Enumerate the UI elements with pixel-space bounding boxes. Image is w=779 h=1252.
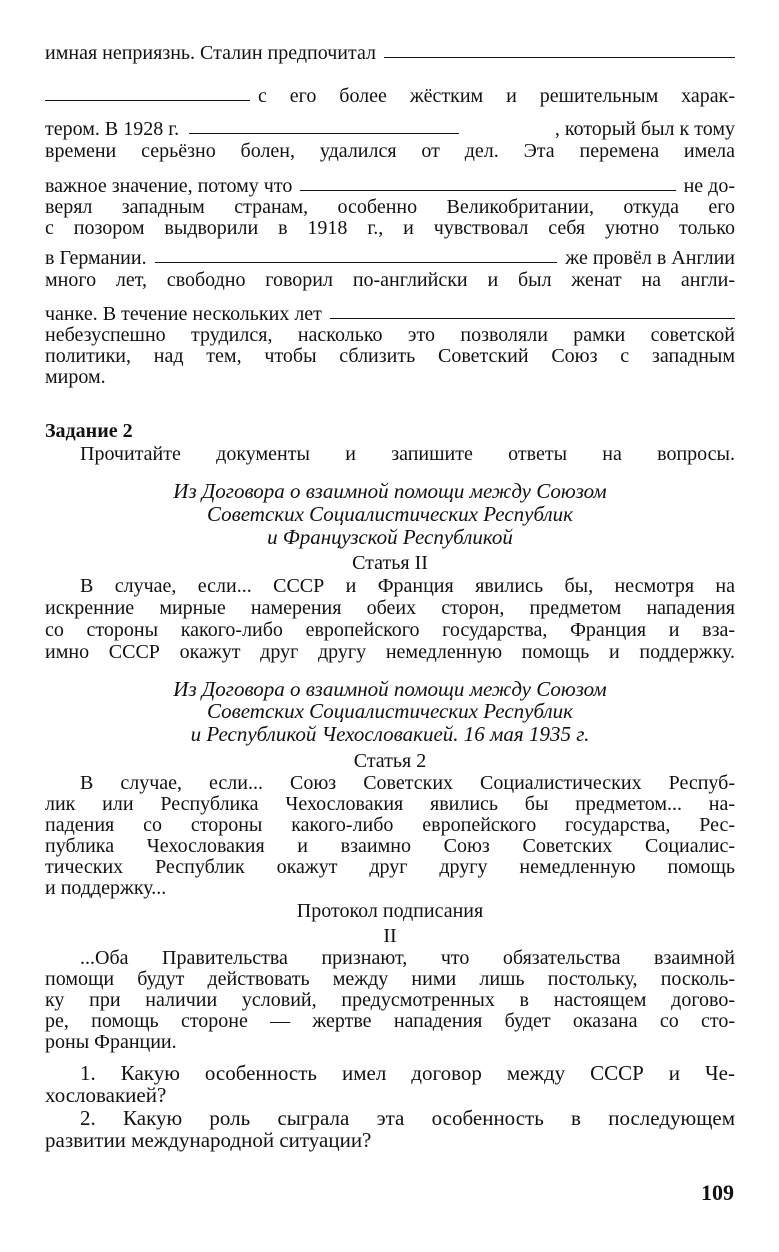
text-line: с позором выдворили в 1918 г., и чувствовал себя уютно только — [45, 217, 735, 239]
doc-heading: и Французской Республикой — [267, 525, 513, 549]
text-line: ре, помощь стороне — жертве нападения будет оказана со сто- — [45, 1010, 735, 1032]
text: же провёл в Англии — [565, 247, 735, 269]
question: 2. Какую роль сыграла эта особенность в последующем — [80, 1106, 735, 1130]
text-line: времени серьёзно болен, удалился от дел. Эта перемена имела — [45, 140, 735, 162]
question: 1. Какую особенность имел договор между СССР и Че- — [80, 1061, 735, 1085]
answer-blank[interactable] — [384, 57, 735, 58]
text-line — [45, 118, 735, 140]
text-line: лик или Республика Чехословакия явились бы предметом... на- — [45, 793, 735, 815]
task-title: Задание 2 — [45, 420, 133, 442]
text-line: небезуспешно трудился, насколько это позволяли рамки советской — [45, 324, 735, 346]
doc-heading: и Республикой Чехословакией. 16 мая 1935 г. — [190, 722, 590, 746]
question: развитии международной ситуации? — [45, 1128, 372, 1152]
text-line: ...Оба Правительства признают, что обязательства взаимной — [80, 947, 735, 969]
text-line: помощи будут действовать между ними лишь постольку, посколь- — [45, 968, 735, 990]
text-line: роны Франции. — [45, 1031, 177, 1053]
text-line: много лет, свободно говорил по-английски и был женат на англи- — [45, 269, 735, 291]
text: не до- — [683, 175, 735, 197]
text-line: падения со стороны какого-либо европейского государства, Рес- — [45, 814, 735, 836]
text-line: имно СССР окажут друг другу немедленную помощь и поддержку. — [45, 641, 735, 663]
text: важное значение, потому что — [45, 175, 293, 197]
text-line — [45, 85, 735, 107]
answer-blank[interactable] — [189, 133, 459, 134]
text-line — [45, 247, 735, 269]
question: хословакией? — [45, 1083, 167, 1107]
text-line: ку при наличии условий, предусмотренных в настоящем догово- — [45, 989, 735, 1011]
text: имная неприязнь. Сталин предпочитал — [45, 42, 377, 64]
text-line: тических Республик окажут друг другу немедленную помощь — [45, 856, 735, 878]
text: , который был к тому — [554, 118, 735, 140]
text: с его более жёстким и решительным харак- — [258, 85, 735, 107]
answer-blank[interactable] — [155, 262, 558, 263]
article-title: Статья II — [352, 552, 428, 574]
answer-blank[interactable] — [330, 318, 735, 319]
doc-heading: Советских Социалистических Республик — [206, 502, 574, 526]
protocol-title: Протокол подписания — [296, 900, 484, 922]
text-line: миром. — [45, 366, 106, 388]
doc-heading: Из Договора о взаимной помощи между Союзом — [173, 677, 607, 701]
text-line: В случае, если... Союз Советских Социалистических Респуб- — [80, 772, 735, 794]
doc-heading: Советских Социалистических Республик — [206, 699, 574, 723]
task-instruction: Прочитайте документы и запишите ответы на вопросы. — [80, 443, 735, 465]
text-line: и поддержку... — [45, 877, 167, 899]
text-line — [45, 303, 735, 325]
text-line — [45, 42, 735, 64]
text-line: политики, над тем, чтобы сблизить Советский Союз с западным — [45, 345, 735, 367]
text: тером. В 1928 г. — [45, 118, 180, 140]
protocol-number: II — [383, 925, 397, 947]
text-line — [45, 175, 735, 197]
page-number: 109 — [701, 1180, 734, 1205]
text: в Германии. — [45, 247, 147, 269]
answer-blank[interactable] — [300, 190, 675, 191]
text: чанке. В течение нескольких лет — [45, 303, 322, 325]
text-line: верял западным странам, особенно Великобритании, откуда его — [45, 196, 735, 218]
article-title: Статья 2 — [353, 750, 427, 772]
doc-heading: Из Договора о взаимной помощи между Союзом — [173, 479, 607, 503]
text-line: В случае, если... СССР и Франция явились бы, несмотря на — [80, 575, 735, 597]
text-line: со стороны какого-либо европейского государства, Франция и вза- — [45, 619, 735, 641]
text-line: публика Чехословакия и взаимно Союз Советских Социалис- — [45, 835, 735, 857]
answer-blank[interactable] — [45, 100, 250, 101]
text-line: искренние мирные намерения обеих сторон, предметом нападения — [45, 597, 735, 619]
